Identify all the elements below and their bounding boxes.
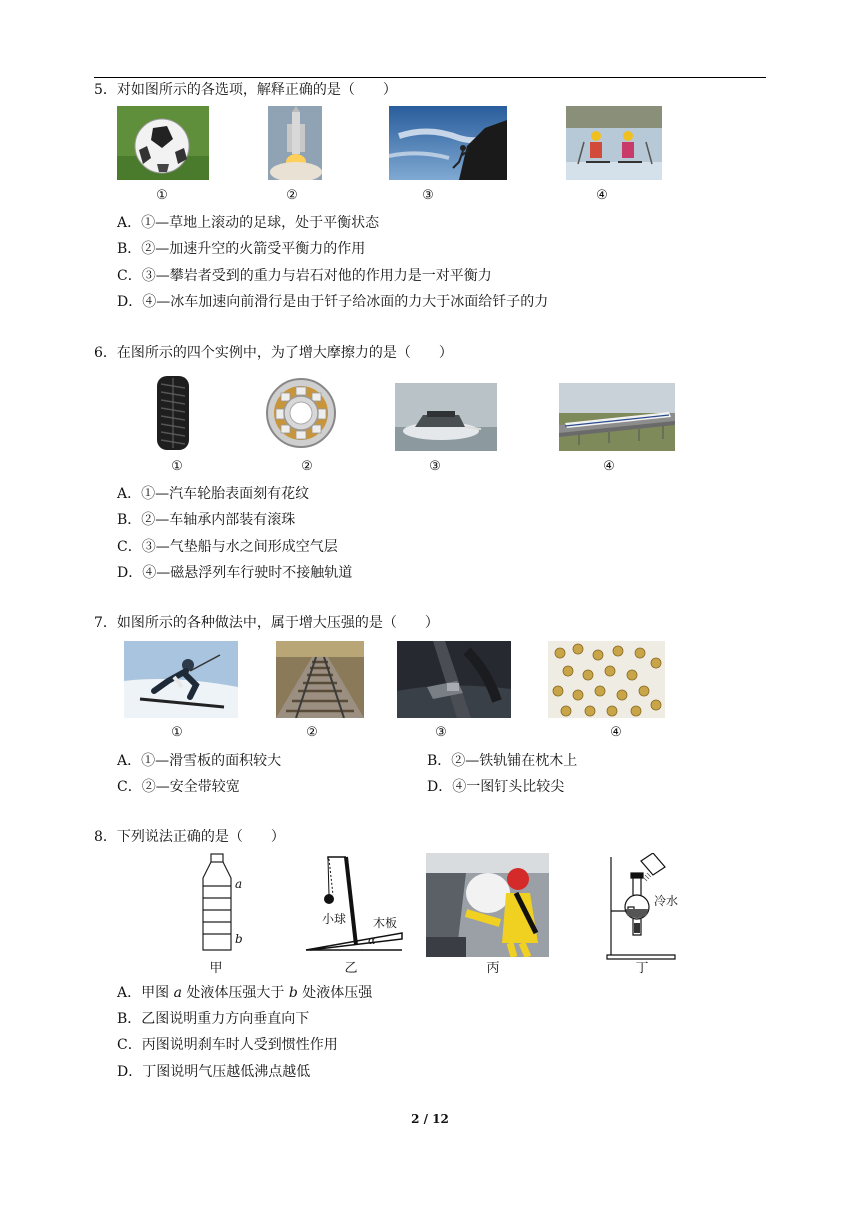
q8-label-ding: 丁 [635, 961, 649, 976]
question-6-stem: 6．在图所示的四个实例中，为了增大摩擦力的是（ ） [94, 345, 453, 361]
tire-photo [153, 374, 193, 452]
hovercraft-photo [395, 383, 497, 451]
bottle-label-b: b [235, 932, 243, 946]
q8-option-c: C．丙图说明刹车时人受到惯性作用 [117, 1037, 338, 1053]
q7-option-c: C．②—安全带较宽 [117, 779, 240, 795]
q6-label-3: ③ [429, 459, 441, 474]
board-label: 木板 [373, 916, 398, 930]
q8-option-d: D．丁图说明气压越低沸点越低 [117, 1064, 311, 1080]
cold-water-label: 冷水 [654, 894, 679, 908]
q7-label-2: ② [306, 725, 318, 740]
q7-label-3: ③ [435, 725, 447, 740]
page-number: 2 / 12 [411, 1112, 449, 1126]
rock-climber-photo [389, 106, 507, 180]
header-rule [94, 77, 766, 78]
q8-option-b: B．乙图说明重力方向垂直向下 [117, 1011, 310, 1027]
q7-option-d: D．④一图钉头比较尖 [427, 779, 565, 795]
q6-label-2: ② [301, 459, 313, 474]
seat-belt-photo [397, 641, 511, 718]
q6-option-c: C．③—气垫船与水之间形成空气层 [117, 539, 338, 555]
thumbtacks-photo [548, 641, 665, 718]
q6-label-1: ① [171, 459, 183, 474]
q5-option-c: C．③—攀岩者受到的重力与岩石对他的作用力是一对平衡力 [117, 268, 492, 284]
angle-label: α [368, 934, 376, 947]
ball-label: 小球 [322, 912, 347, 926]
question-8-stem: 8．下列说法正确的是（ ） [94, 829, 285, 845]
q5-label-1: ① [156, 188, 168, 203]
q5-label-4: ④ [596, 188, 608, 203]
railway-track-photo [276, 641, 364, 718]
skier-photo [124, 641, 238, 718]
q7-option-a: A．①—滑雪板的面积较大 [117, 753, 282, 769]
q5-option-a: A．①—草地上滚动的足球，处于平衡状态 [117, 215, 380, 231]
soccer-ball-photo [117, 106, 209, 180]
question-7-stem: 7．如图所示的各种做法中，属于增大压强的是（ ） [94, 615, 439, 631]
q6-option-a: A．①—汽车轮胎表面刻有花纹 [117, 486, 310, 502]
rocket-launch-photo [268, 106, 322, 180]
q7-option-b: B．②—铁轨铺在枕木上 [427, 753, 578, 769]
ice-sled-photo [566, 106, 662, 180]
q5-label-2: ② [286, 188, 298, 203]
crash-test-photo [426, 853, 549, 957]
q6-label-4: ④ [603, 459, 615, 474]
q5-label-3: ③ [422, 188, 434, 203]
bottle-diagram [193, 852, 253, 954]
bearing-photo [265, 374, 337, 452]
bottle-label-a: a [235, 877, 243, 891]
q8-option-a: A．甲图 a 处液体压强大于 b 处液体压强 [117, 985, 373, 1001]
maglev-train-photo [559, 383, 675, 451]
q8-label-yi: 乙 [344, 961, 358, 976]
q7-label-1: ① [171, 725, 183, 740]
q5-option-b: B．②—加速升空的火箭受平衡力的作用 [117, 241, 366, 257]
q5-option-d: D．④—冰车加速向前滑行是由于钎子给冰面的力大于冰面给钎子的力 [117, 294, 549, 310]
q7-label-4: ④ [610, 725, 622, 740]
plumb-line-diagram [302, 853, 406, 953]
q8-label-jia: 甲 [209, 961, 223, 976]
q6-option-b: B．②—车轴承内部装有滚珠 [117, 512, 296, 528]
q8-label-bing: 丙 [486, 961, 500, 976]
q6-option-d: D．④—磁悬浮列车行驶时不接触轨道 [117, 565, 353, 581]
question-5-stem: 5．对如图所示的各选项，解释正确的是（ ） [94, 82, 397, 98]
